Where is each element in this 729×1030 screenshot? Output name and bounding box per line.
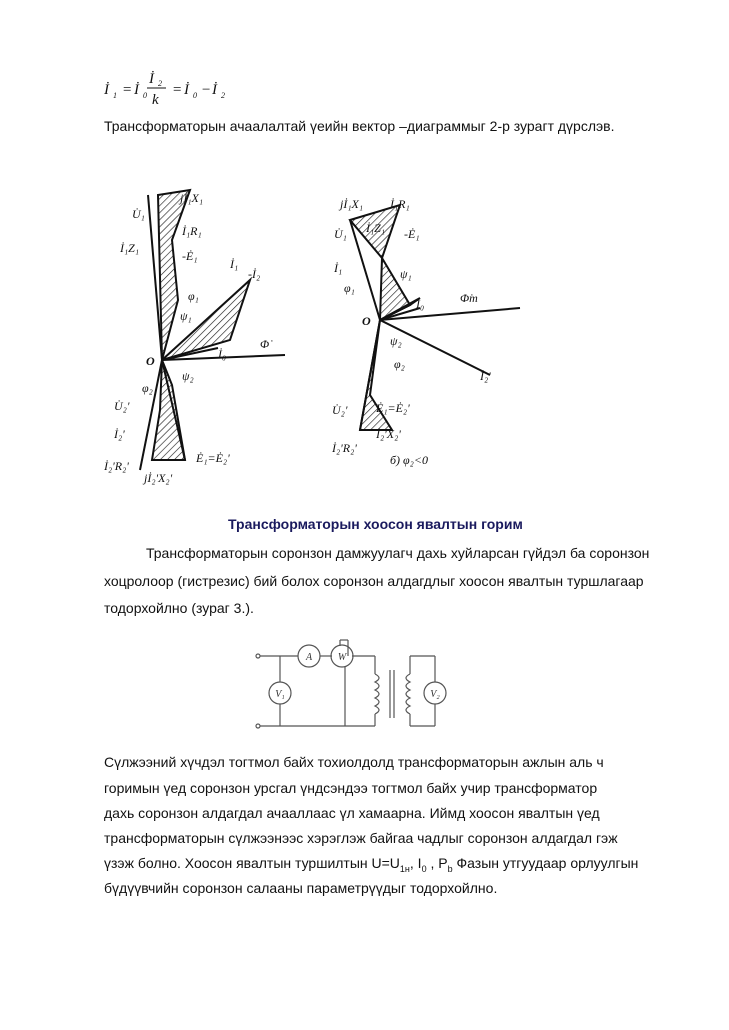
secondary-coil — [406, 674, 410, 714]
label-r-psi1: ψ₁ — [400, 267, 412, 281]
label-r-phi1: φ₁ — [344, 281, 355, 295]
line5-part-a: үзэж болно. Хоосон явалтын туршилтын U=U — [104, 855, 400, 871]
label-psi2: ψ₂ — [182, 369, 194, 383]
paragraph-intro: Трансформаторын ачаалалтай үеийн вектор –диаграммыг 2-р зурагт дүрслэв. — [104, 118, 615, 134]
label-phi1: φ₁ — [188, 289, 199, 303]
label-i2r2: İ₂'R₂' — [104, 459, 129, 473]
formula-i0: İ — [134, 82, 139, 98]
terminal-bottom — [256, 724, 260, 728]
label-e1-e2: Ė₁=Ė₂' — [196, 451, 230, 465]
label-r-u2: U̇₂' — [332, 403, 348, 417]
vector-diagram-left — [100, 180, 300, 490]
label-r-i2r2: İ₂'R₂' — [332, 441, 357, 455]
vector-diagram-right — [330, 180, 530, 480]
formula-i0b: İ — [184, 82, 189, 98]
label-r-caption: б) φ₂<0 — [390, 453, 428, 467]
formula-eq1: = — [122, 82, 133, 98]
formula-k: k — [152, 92, 159, 108]
ammeter-label: A — [305, 652, 313, 663]
label-i1z1: İ₁Z₁ — [120, 241, 140, 255]
label-r-minus-e1: -Ė₁ — [404, 227, 420, 241]
formula-i1: İ — [104, 82, 109, 98]
paragraph3-line2: горимын үед соронзон урсгал үндсэндээ тогтмол байх учир трансформатор — [104, 780, 598, 796]
formula — [100, 66, 240, 112]
formula-sub2: 2 — [158, 79, 162, 88]
formula-sub1: 1 — [113, 91, 117, 100]
label-r-i1r1: İ₁R₁ — [390, 197, 410, 211]
line5-part-c: , P — [426, 855, 448, 871]
formula-sub0b: 0 — [193, 91, 197, 100]
line5-part-d: Фазын утгуудаар орлуулгын — [452, 855, 639, 871]
formula-eq2: = — [172, 82, 183, 98]
label-i1: İ₁ — [230, 257, 239, 271]
terminal-top — [256, 654, 260, 658]
label-r-flux: Φ̇m — [460, 291, 478, 305]
line5-sub-0: 0 — [421, 863, 427, 874]
line5-sub-1h: 1н — [399, 863, 410, 874]
circuit-diagram — [250, 632, 480, 737]
label-phi2: φ₂ — [142, 381, 153, 395]
label-r-u1: U̇₁ — [334, 227, 347, 241]
label-minus-e1: -Ė₁ — [182, 249, 198, 263]
label-r-i0: İ₀ — [416, 297, 425, 311]
line5-part-b: , I — [409, 855, 422, 871]
paragraph3-line4: трансформаторын сүлжээнээс хэрэглэж байгаа чадлыг соронзон алдагдал гэж — [104, 830, 618, 846]
label-i0: İ₀ — [218, 347, 227, 361]
label-r-i2x2: İ₂'X₂' — [376, 427, 401, 441]
label-i1r1: İ₁R₁ — [182, 224, 202, 238]
formula-sub0: 0 — [143, 91, 147, 100]
formula-i2: İ — [212, 82, 217, 98]
wattmeter-label: W — [337, 652, 347, 663]
label-flux: Φ̇ — [260, 337, 270, 351]
paragraph3-line6: бүдүүвчийн соронзон салааны параметрүүдыг тодорхойлно. — [104, 880, 498, 896]
label-r-e1-e2: Ė₁=Ė₂' — [376, 401, 410, 415]
voltmeter-2-label: V₂ — [430, 689, 440, 700]
label-r-i1z1: İ₁Z₁ — [366, 221, 386, 235]
label-psi1: ψ₁ — [180, 309, 192, 323]
formula-i2-num: İ — [149, 71, 154, 87]
formula-sub2b: 2 — [221, 91, 225, 100]
paragraph2-line3: тодорхойлно (зураг 3.). — [104, 600, 254, 616]
label-origin: O — [146, 354, 155, 368]
paragraph3-line3: дахь соронзон алдагдал ачааллаас үл хамаарна. Иймд хоосон явалтын үед — [104, 805, 600, 821]
formula-minus: − — [201, 82, 212, 98]
label-r-ji1x1: jİ₁X₁ — [340, 197, 364, 211]
label-i2: İ₂' — [114, 427, 125, 441]
primary-coil — [375, 674, 379, 714]
left-upper-triangle — [158, 190, 190, 360]
label-r-origin: O — [362, 314, 371, 328]
label-u2: U̇₂' — [114, 399, 130, 413]
label-u1: U̇₁ — [132, 207, 145, 221]
label-r-phi2: φ₂ — [394, 357, 405, 371]
section-heading: Трансформаторын хоосон явалтын горим — [228, 516, 523, 532]
line5-sub-b: b — [447, 863, 453, 874]
label-r-i2: İ₂' — [480, 369, 491, 383]
label-ji1x1: jİ₁X₁ — [180, 191, 204, 205]
label-r-psi2: ψ₂ — [390, 334, 402, 348]
paragraph2-line2: хоцролоор (гистрезис) бий болох соронзон алдагдлыг хоосон явалтын туршлагаар — [104, 573, 644, 589]
voltmeter-1-label: V₁ — [275, 689, 285, 700]
left-lower-triangle — [152, 360, 185, 460]
label-ji2x2: jİ₂'X₂' — [144, 471, 173, 485]
label-minus-i2: -İ₂ — [248, 267, 261, 281]
paragraph3-line5 — [104, 855, 638, 874]
paragraph3-line1: Сүлжээний хүчдэл тогтмол байх тохиолдолд трансформаторын ажлын аль ч — [104, 754, 604, 770]
paragraph2-line1: Трансформаторын соронзон дамжуулагч дахь хуйларсан гүйдэл ба соронзон — [146, 545, 650, 561]
label-r-i1: İ₁ — [334, 261, 343, 275]
